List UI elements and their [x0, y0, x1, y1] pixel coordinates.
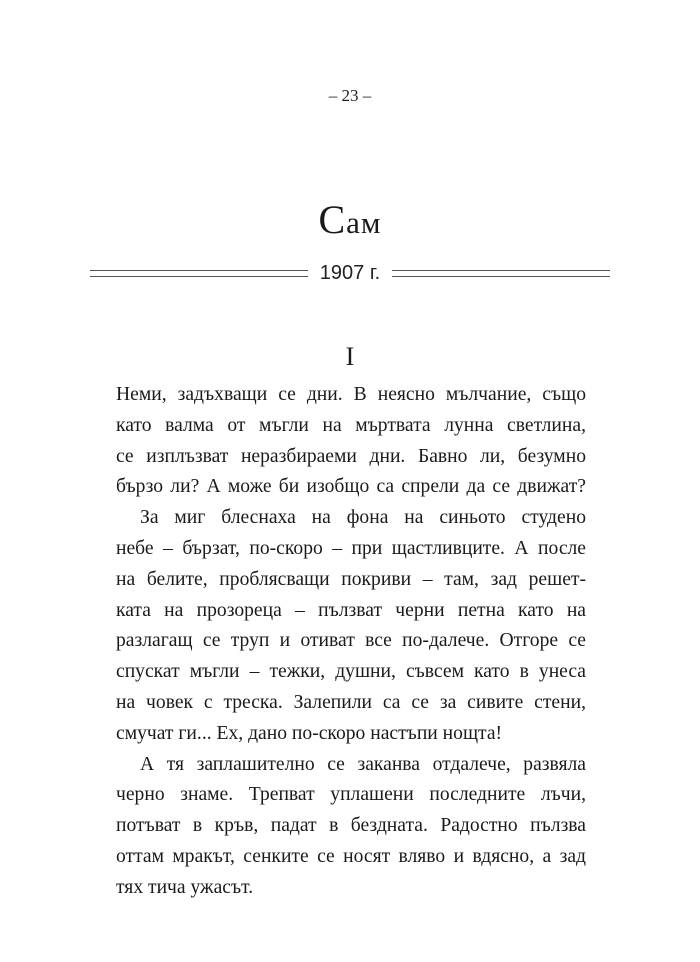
section-numeral: I — [345, 342, 355, 371]
text-line: ката на прозореца – пълзват черни петна като на — [116, 599, 586, 621]
text-line: тях тича ужасът. — [116, 876, 254, 898]
text-line: потъват в кръв, падат в бездната. Радостно пълзва — [116, 815, 586, 837]
text-line: бързо ли? А може би изобщо са спрели да се движат? — [116, 476, 586, 498]
left-double-rule — [90, 270, 308, 277]
body-text — [116, 380, 586, 904]
text-line: разлагащ се труп и отиват все по-далече. Отгоре се — [116, 630, 586, 652]
chapter-title-initial: С — [318, 197, 347, 242]
text-line: оттам мракът, сенките се носят вляво и вдясно, а зад — [116, 845, 586, 867]
paragraph-3 — [116, 750, 586, 904]
right-double-rule — [392, 270, 610, 277]
text-line: Неми, задъхващи се дни. В неясно мълчание, също — [116, 384, 586, 405]
text-line: на човек с треска. Залепили са се за сивите стени, — [116, 691, 586, 713]
text-line: като валма от мъгли на мъртвата лунна светлина, — [116, 414, 586, 436]
text-line: А тя заплашително се заканва отдалече, развяла — [140, 753, 586, 775]
text-line: черно знаме. Трепват уплашени последните лъчи, — [116, 784, 586, 806]
text-line: спускат мъгли – тежки, душни, съвсем като в унеса — [116, 661, 586, 683]
chapter-title — [0, 196, 700, 243]
text-line: За миг блеснаха на фона на синьото студено — [140, 507, 586, 529]
page-number: – 23 – — [328, 86, 372, 105]
chapter-year-row — [90, 258, 610, 288]
paragraph-2 — [116, 503, 586, 749]
text-line: се изплъзват неразбираеми дни. Бавно ли, безумно — [116, 445, 586, 467]
text-line: небе – бързат, по-скоро – при щастливците. А после — [116, 537, 586, 559]
chapter-year: 1907 г. — [319, 261, 381, 284]
text-line: смучат ги... Ех, дано по-скоро настъпи нощта! — [116, 722, 503, 744]
text-line: на белите, проблясващи покриви – там, зад решет- — [116, 568, 586, 590]
paragraph-1 — [116, 380, 586, 503]
chapter-title-rest: ам — [346, 205, 382, 240]
